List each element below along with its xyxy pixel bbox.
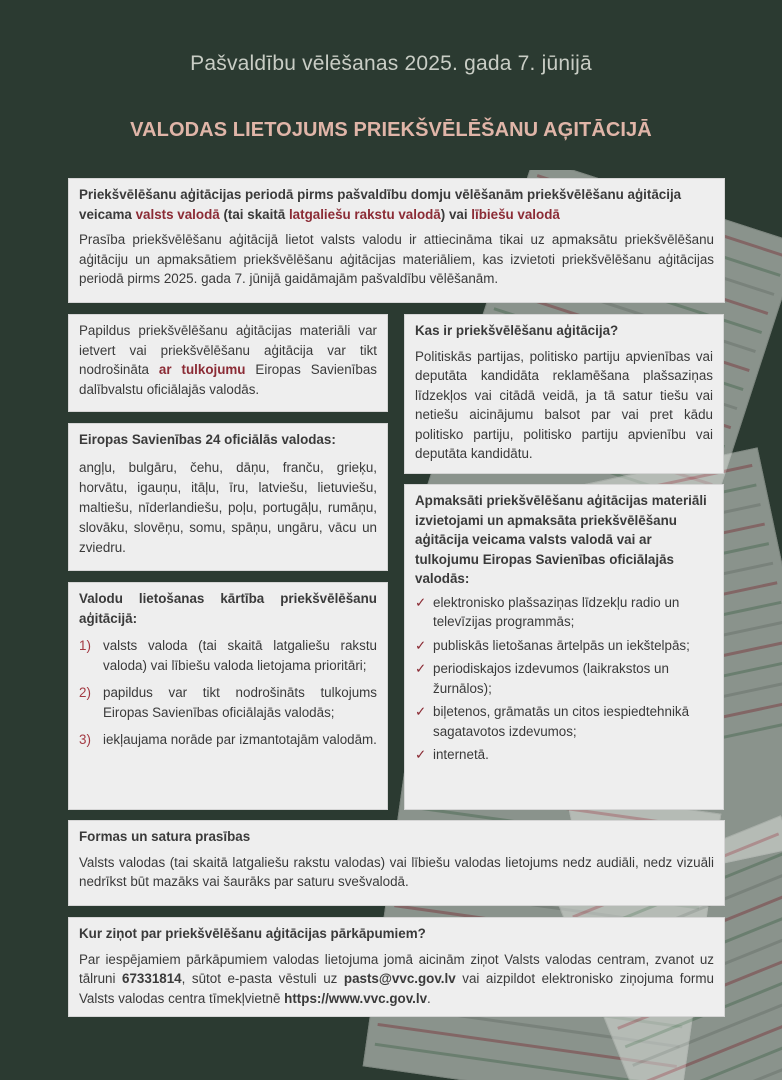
paid-agitation-card [404, 484, 724, 810]
report-heading: Kur ziņot par priekšvēlēšanu aģitācijas pārkāpumiem? [79, 926, 426, 941]
form-requirements-body: Valsts valodas (tai skaitā latgaliešu rakstu valodas) vai lībiešu valodas lietojums nedz audiāli, nedz vizuāli nedrīkst būt mazāks vai šaurāks par saturu svešvalodā. [79, 854, 714, 889]
paid-agitation-item-text: publiskās lietošanas ārtelpās un iekštelpās; [433, 637, 690, 653]
checkmark-icon: ✓ [415, 747, 427, 762]
translation-text-part: Eiropas Savienības dalībvalstu oficiālajās valodās. [79, 362, 377, 397]
report-text: Par iespējamiem pārkāpumiem valodas lietojuma jomā aicinām ziņot Valsts valodas centram, zvanot uz tālruni [79, 951, 714, 986]
paid-agitation-item [415, 745, 713, 765]
paid-agitation-list [415, 593, 713, 765]
report-text: vai aizpildot elektronisko ziņojuma formu Valsts valodas centra tīmekļvietnē [79, 971, 714, 1006]
language-order-item [79, 730, 377, 750]
eu-languages-heading: Eiropas Savienības 24 oficiālās valodas: [79, 432, 336, 447]
paid-agitation-item [415, 702, 713, 741]
checkmark-icon: ✓ [415, 637, 427, 653]
report-website-link[interactable]: https://www.vvc.gov.lv [284, 990, 428, 1006]
language-order-text: iekļaujama norāde par izmantotajām valodām. [103, 732, 377, 747]
page-title: VALODAS LIETOJUMS PRIEKŠVĒLĒŠANU AĢITĀCIJĀ [130, 119, 652, 141]
translation-card [68, 314, 388, 412]
language-order-number: 1) [79, 638, 91, 653]
definition-body: Politiskās partijas, politisko partiju apvienības vai deputāta kandidāta reklamēšana plašsaziņas līdzekļos vai citādā veidā, ja tā satur tiešu vai netiešu aicinājumu balsot par vai pret kādu politisko partiju, politisko partiju apvienību vai deputāta kandidātu. [415, 348, 713, 461]
language-order-heading: Valodu lietošanas kārtība priekšvēlēšanu aģitācijā: [79, 591, 377, 626]
paid-agitation-heading: Apmaksāti priekšvēlēšanu aģitācijas materiāli izvietojami un apmaksāta priekšvēlēšanu aģitācija veicama valsts valodā vai ar tulkojumu Eiropas Savienības oficiālajās valodās: [415, 493, 707, 586]
paid-agitation-item-text: internetā. [433, 747, 489, 762]
paid-agitation-item-text: periodiskajos izdevumos (laikrakstos un žurnālos); [433, 661, 669, 696]
translation-text [79, 321, 377, 399]
paid-agitation-item-text: elektronisko plašsaziņas līdzekļu radio un televīzijas programmās; [433, 594, 680, 629]
intro-card [68, 178, 725, 303]
paid-agitation-item [415, 593, 713, 632]
intro-lead [79, 185, 714, 224]
paid-agitation-item-text: biļetenos, grāmatās un citos iespiedtehnikā sagatavotos izdevumos; [433, 704, 690, 739]
eu-languages-card [68, 423, 388, 571]
checkmark-icon: ✓ [415, 594, 427, 610]
report-text: , sūtot e-pasta vēstuli uz [181, 971, 344, 986]
intro-lead-text: ) vai [440, 206, 472, 222]
intro-body: Prasība priekšvēlēšanu aģitācijā lietot valsts valodu ir attiecināma tikai uz apmaksātu priekšvēlēšanu aģitāciju un apmaksātiem priekšvēlēšanu aģitācijas materiāliem, kas izvietoti priekšvēlēšanu aģitācijas periodā pirms 2025. gada 7. jūnijā gaidāmajām pašvaldību vēlēšanām. [79, 232, 714, 286]
language-order-text: papildus var tikt nodrošināts tulkojums Eiropas Savienības oficiālajās valodās; [103, 685, 377, 720]
report-card [68, 917, 725, 1017]
paid-agitation-item [415, 636, 713, 656]
report-body [79, 950, 714, 1009]
highlight-state-language: valsts valodā [135, 206, 220, 222]
checkmark-icon: ✓ [415, 704, 427, 719]
language-order-item [79, 636, 377, 675]
form-requirements-card [68, 820, 725, 906]
eu-languages-body: angļu, bulgāru, čehu, dāņu, franču, grieķu, horvātu, igauņu, itāļu, īru, latviešu, lietuviešu, maltiešu, nīderlandiešu, poļu, portugāļu, rumāņu, slovāku, slovēņu, somu, spāņu, ungāru, vācu un zviedru. [79, 459, 377, 555]
form-requirements-heading: Formas un satura prasības [79, 829, 251, 844]
highlight-translation: ar tulkojumu [158, 362, 246, 377]
checkmark-icon: ✓ [415, 661, 427, 676]
language-order-list [79, 636, 377, 750]
intro-lead-text: Priekšvēlēšanu aģitācijas periodā pirms pašvaldību domju vēlēšanām priekšvēlēšanu aģitācija veicama [79, 187, 682, 222]
report-email-link[interactable]: pasts@vvc.gov.lv [343, 971, 456, 986]
intro-lead-text: (tai skaitā [219, 206, 289, 222]
highlight-livonian: lībiešu valodā [471, 206, 560, 222]
page-subtitle: Pašvaldību vēlēšanas 2025. gada 7. jūnijā [190, 52, 592, 75]
language-order-item [79, 683, 377, 722]
language-order-text: valsts valoda (tai skaitā latgaliešu rakstu valoda) vai lībiešu valoda lietojama prioritāri; [103, 638, 377, 673]
language-order-card [68, 582, 388, 810]
definition-card [404, 314, 724, 474]
report-phone[interactable]: 67331814 [122, 971, 182, 986]
language-order-number: 2) [79, 685, 91, 700]
highlight-latgalian: latgaliešu rakstu valodā [288, 206, 441, 222]
paid-agitation-item [415, 659, 713, 698]
definition-heading: Kas ir priekšvēlēšanu aģitācija? [415, 323, 619, 338]
language-order-number: 3) [79, 732, 91, 747]
translation-text-part: Papildus priekšvēlēšanu aģitācijas materiāli var ietvert vai priekšvēlēšanu aģitācija var tikt nodrošināta [79, 323, 377, 377]
report-text: . [427, 990, 431, 1006]
